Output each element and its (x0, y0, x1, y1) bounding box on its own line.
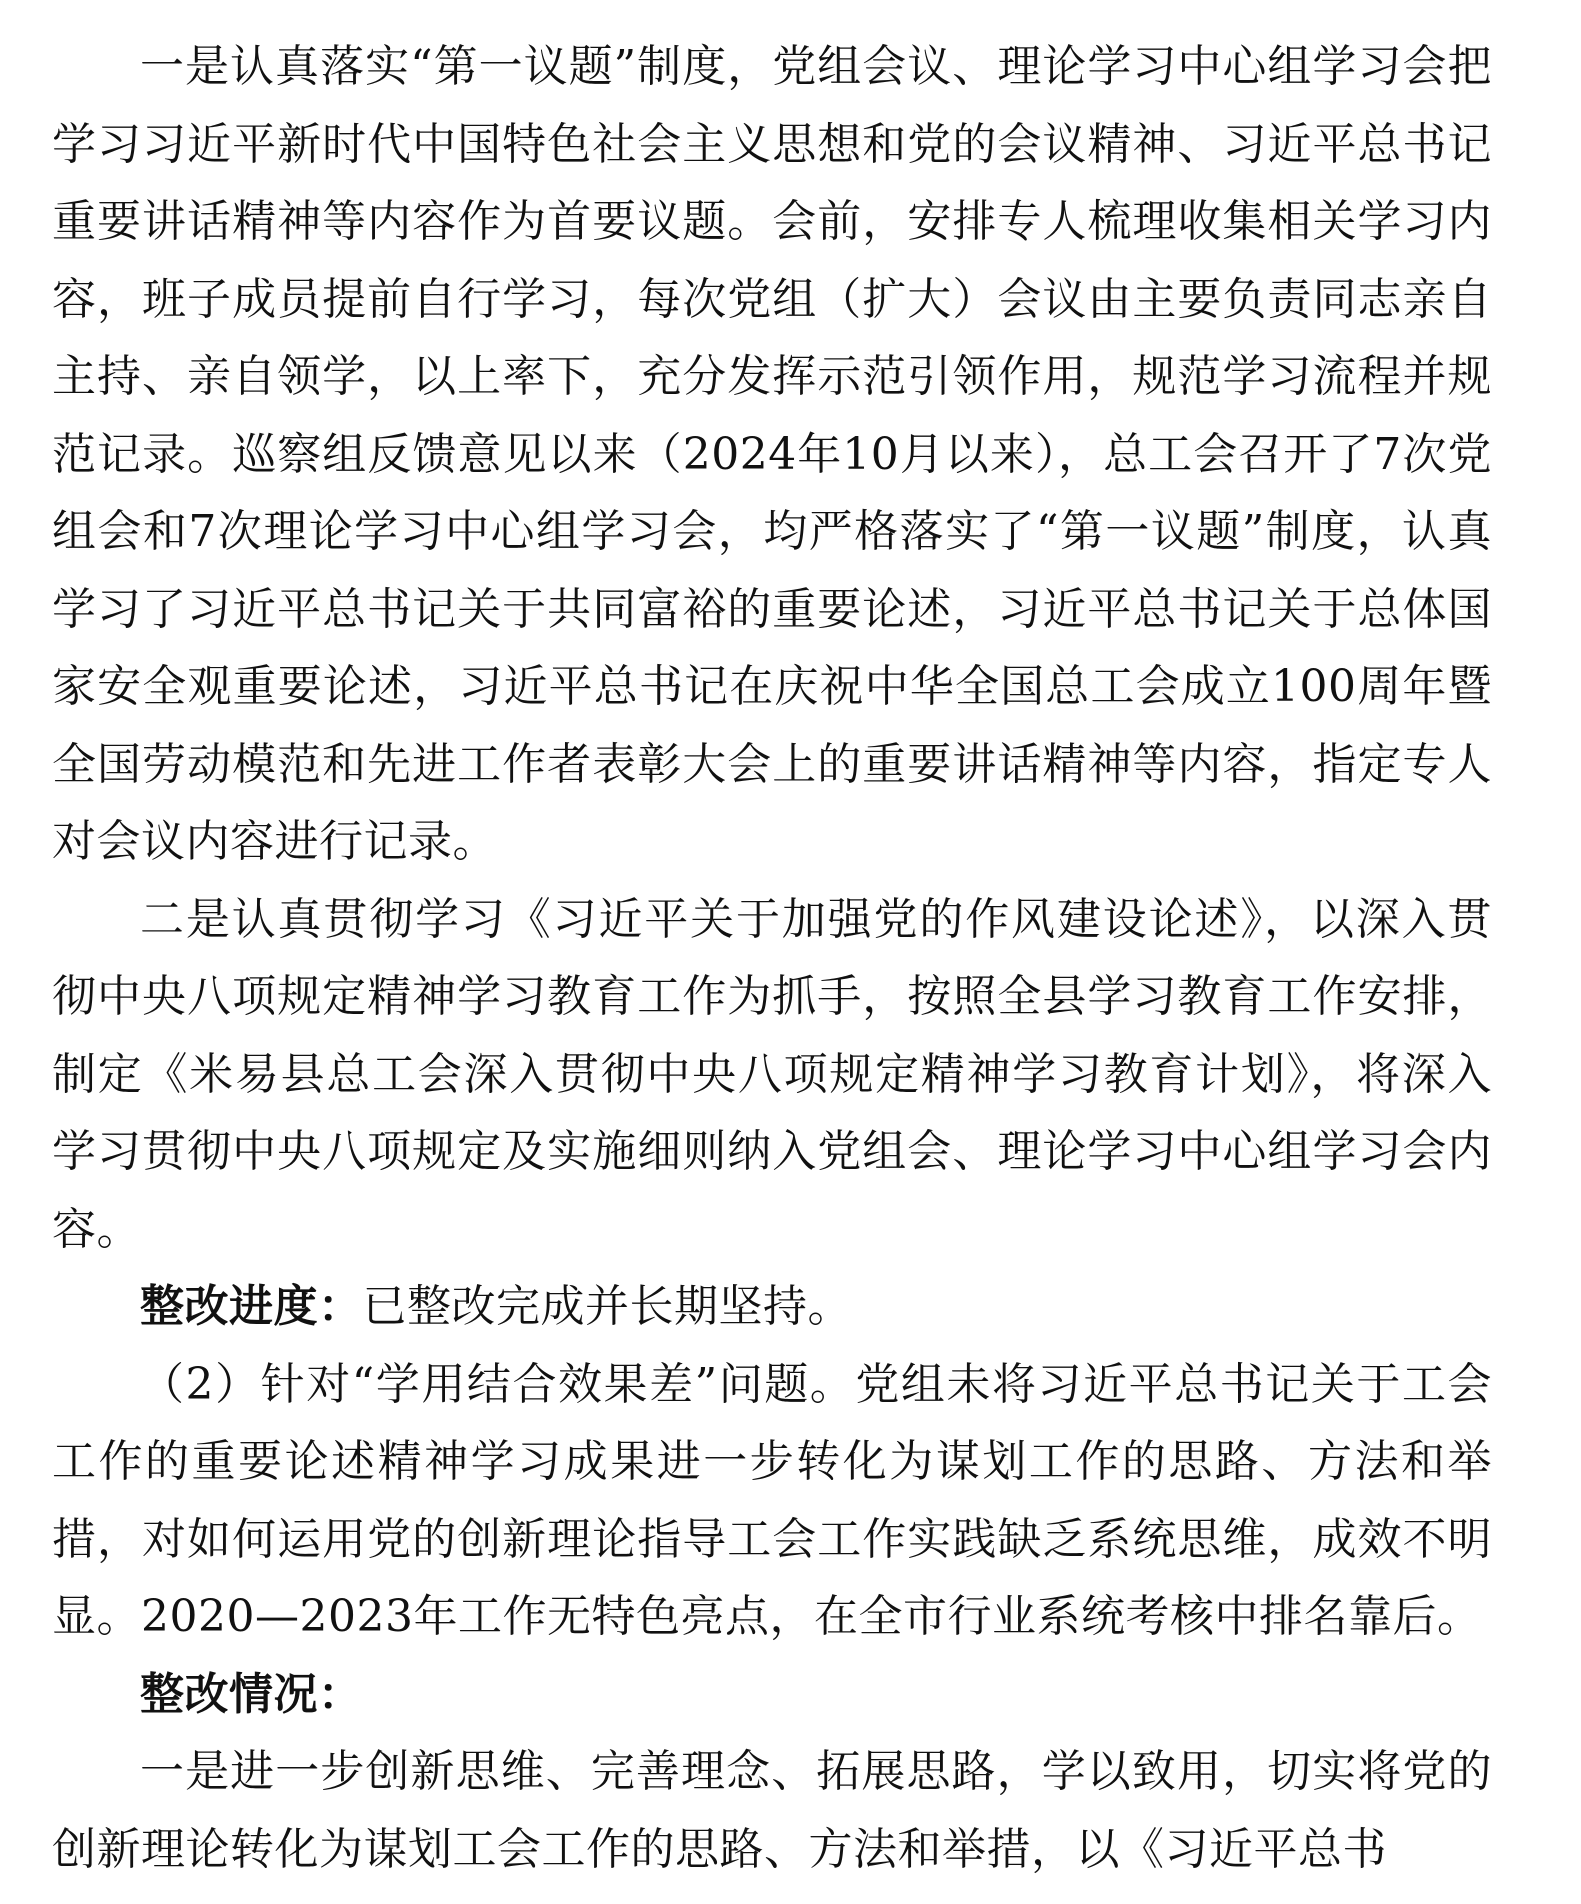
paragraph-innovation (52, 1733, 1492, 1888)
rectification-status-label: 整改情况： (140, 1668, 363, 1720)
paragraph-rectification-progress (52, 1268, 1492, 1346)
paragraph-rectification-status (52, 1656, 1492, 1734)
paragraph-text: 已整改完成并长期坚持。 (362, 1281, 852, 1332)
document-body (52, 0, 1492, 1888)
paragraph-text: 二是认真贯彻学习《习近平关于加强党的作风建设论述》，以深入贯彻中央八项规定精神学习教育工作为抓手，按照全县学习教育工作安排，制定《米易县总工会深入贯彻中央八项规定精神学习教育计划》，将深入学习贯彻中央八项规定及实施细则纳入党组会、理论学习中心组学习会内容。 (52, 893, 1492, 1255)
paragraph-text: 一是进一步创新思维、完善理念、拓展思路，学以致用，切实将党的创新理论转化为谋划工会工作的思路、方法和举措，以《习近平总书 (52, 1746, 1492, 1875)
paragraph-text: 一是认真落实“第一议题”制度，党组会议、理论学习中心组学习会把学习习近平新时代中国特色社会主义思想和党的会议精神、习近平总书记重要讲话精神等内容作为首要议题。会前，安排专人梳理收集相关学习内容，班子成员提前自行学习，每次党组（扩大）会议由主要负责同志亲自主持、亲自领学，以上率下，充分发挥示范引领作用，规范学习流程并规范记录。巡察组反馈意见以来（2024年10月以来），总工会召开了7次党组会和7次理论学习中心组学习会，均严格落实了“第一议题”制度，认真学习了习近平总书记关于共同富裕的重要论述，习近平总书记关于总体国家安全观重要论述，习近平总书记在庆祝中华全国总工会成立100周年暨全国劳动模范和先进工作者表彰大会上的重要讲话精神等内容，指定专人对会议内容进行记录。 (52, 41, 1492, 867)
paragraph-style-study (52, 881, 1492, 1269)
rectification-progress-label: 整改进度： (140, 1281, 363, 1332)
paragraph-issue-2 (52, 1346, 1492, 1656)
top-margin (52, 0, 1492, 28)
paragraph-text: （2）针对“学用结合效果差”问题。党组未将习近平总书记关于工会工作的重要论述精神学习成果进一步转化为谋划工作的思路、方法和举措，对如何运用党的创新理论指导工会工作实践缺乏系统思维，成效不明显。2020—2023年工作无特色亮点，在全市行业系统考核中排名靠后。 (52, 1358, 1492, 1642)
paragraph-first-agenda (52, 28, 1492, 881)
